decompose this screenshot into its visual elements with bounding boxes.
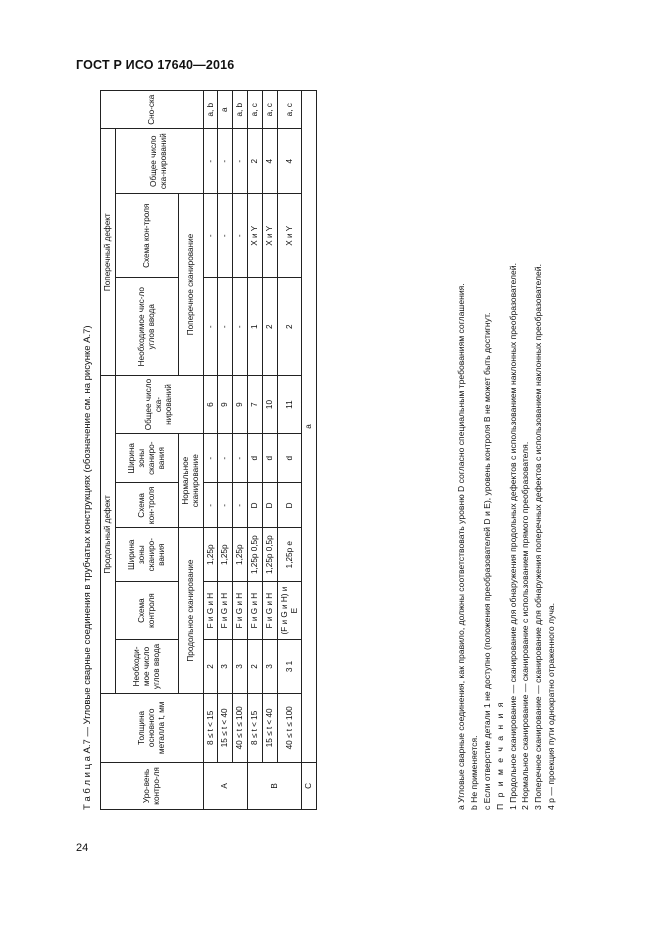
cell: - (218, 483, 233, 528)
cell: d (277, 434, 302, 483)
cell: 3 (262, 640, 277, 694)
cell: - (218, 194, 233, 278)
col-nscheme: Схема кон-троля (115, 483, 178, 528)
cell: F и G и H (203, 582, 218, 640)
cell: 8 ≤ t < 15 (248, 693, 263, 762)
col-thickness: Толщина основного металла t, мм (101, 693, 204, 762)
note: 1 Продольное сканирование — сканирование для обнаружения продольных дефектов с использованием наклонных преобразователей. (507, 263, 518, 810)
cell: - (203, 278, 218, 376)
cell: F и G и H (262, 582, 277, 640)
cell: 3 (233, 640, 248, 694)
note: 2 Нормальное сканирование — сканирование с использованием прямого преобразователя. (520, 441, 531, 810)
long-scan-label: Продольное сканирование (178, 528, 203, 693)
cell: 9 (233, 376, 248, 434)
footnote: a Угловые сварные соединения, как правило, должны соответствовать уровню D согласно специальным требованиям соглашения. (456, 283, 466, 810)
norm-scan-label: Нормальное сканирование (178, 434, 203, 528)
cell: F и G и H (233, 582, 248, 640)
level-c-cell: a (302, 91, 317, 763)
cell: (F и G и H) и E (277, 582, 302, 640)
data-table (100, 90, 317, 810)
cell: a, b (233, 91, 248, 129)
cell: X и Y (262, 194, 277, 278)
cell: 6 (203, 376, 218, 434)
cell: - (233, 434, 248, 483)
level-cell: C (302, 762, 317, 809)
cell: - (233, 483, 248, 528)
cell: - (218, 278, 233, 376)
note: 4 p — проекция пути однократно отраженного луча. (546, 603, 557, 810)
table-row (277, 91, 302, 810)
table-row (218, 91, 233, 810)
notes-title: П р и м е ч а н и я (494, 700, 505, 810)
cell: 4 (262, 129, 277, 194)
cell: - (203, 434, 218, 483)
cell: - (233, 129, 248, 194)
cell: 3 (218, 640, 233, 694)
col-width: Ширина зоны сканиро-вания (115, 528, 178, 582)
table-caption: Т а б л и ц а А.7 — Угловые сварные соединения в трубчатых конструкциях (обозначение см. на рисунке А.7) (82, 325, 93, 810)
table-row (233, 91, 248, 810)
cell: X и Y (277, 194, 302, 278)
cell: 1,25p (233, 528, 248, 582)
cell: D (248, 483, 263, 528)
cell: 40 ≤ t ≤ 100 (277, 693, 302, 762)
cell: 7 (248, 376, 263, 434)
cell: 2 (277, 278, 302, 376)
cell: 9 (218, 376, 233, 434)
table-row (248, 91, 263, 810)
cell: 1,25p 0,5p (248, 528, 263, 582)
cell: 1,25p (218, 528, 233, 582)
cell: 15 ≤ t < 40 (262, 693, 277, 762)
cell: - (203, 483, 218, 528)
col-total: Общее число ска-нирований (115, 376, 203, 434)
cell: 4 (277, 129, 302, 194)
cell: F и G и H (218, 582, 233, 640)
cell: a (218, 91, 233, 129)
cell: 1,25p (203, 528, 218, 582)
table-row (203, 91, 218, 810)
trans-scan-label: Поперечное сканирование (178, 194, 203, 376)
level-cell: A (203, 762, 248, 809)
col-long-group: Продольный дефект (101, 376, 116, 694)
col-trans-group: Поперечный дефект (101, 129, 116, 376)
note: 3 Поперечное сканирование — сканирование для обнаружения поперечных дефектов с использованием наклонных преобразователей. (533, 264, 544, 810)
document-header: ГОСТ Р ИСО 17640—2016 (76, 58, 235, 72)
cell: F и G и H (248, 582, 263, 640)
cell: 1 (248, 278, 263, 376)
cell: - (218, 434, 233, 483)
cell: 40 ≤ t ≤ 100 (233, 693, 248, 762)
cell: 2 (248, 129, 263, 194)
cell: 8 ≤ t < 15 (203, 693, 218, 762)
footnote: b Не применяется. (468, 735, 479, 810)
cell: - (203, 194, 218, 278)
cell: a, b (203, 91, 218, 129)
col-nwidth: Ширина зоны сканиро-вания (115, 434, 178, 483)
col-t-scheme: Схема кон-троля (115, 194, 178, 278)
col-angles: Необходи-мое число углов ввода (115, 640, 178, 694)
cell: a, c (248, 91, 263, 129)
cell: D (262, 483, 277, 528)
col-level: Уро-вень контро-ля (101, 762, 204, 809)
cell: 2 (203, 640, 218, 694)
cell: 3 1 (277, 640, 302, 694)
footnote: c Если отверстие детали 1 не доступно (положения преобразователей D и E), уровень контроля B не может быть достигнут. (481, 312, 492, 810)
cell: 15 ≤ t < 40 (218, 693, 233, 762)
cell: 11 (277, 376, 302, 434)
rotated-table-area (80, 90, 590, 810)
cell: a, c (262, 91, 277, 129)
col-ref: Сно-ска (101, 91, 204, 129)
cell: - (203, 129, 218, 194)
cell: D (277, 483, 302, 528)
cell: 2 (248, 640, 263, 694)
cell: - (233, 278, 248, 376)
level-cell: B (248, 762, 302, 809)
col-t-angles: Необходимое чис-ло углов ввода (115, 278, 178, 376)
table-row (262, 91, 277, 810)
cell: X и Y (248, 194, 263, 278)
cell: 10 (262, 376, 277, 434)
cell: - (218, 129, 233, 194)
cell: 1,25p 0,5p (262, 528, 277, 582)
cell: d (248, 434, 263, 483)
table-notes (455, 90, 558, 810)
col-scheme: Схема контроля (115, 582, 178, 640)
cell: 1,25p e (277, 528, 302, 582)
col-t-total: Общее число ска-нирований (115, 129, 203, 194)
page-number: 24 (76, 842, 89, 854)
table-row (302, 91, 317, 810)
cell: a, c (277, 91, 302, 129)
cell: - (233, 194, 248, 278)
cell: d (262, 434, 277, 483)
cell: 2 (262, 278, 277, 376)
